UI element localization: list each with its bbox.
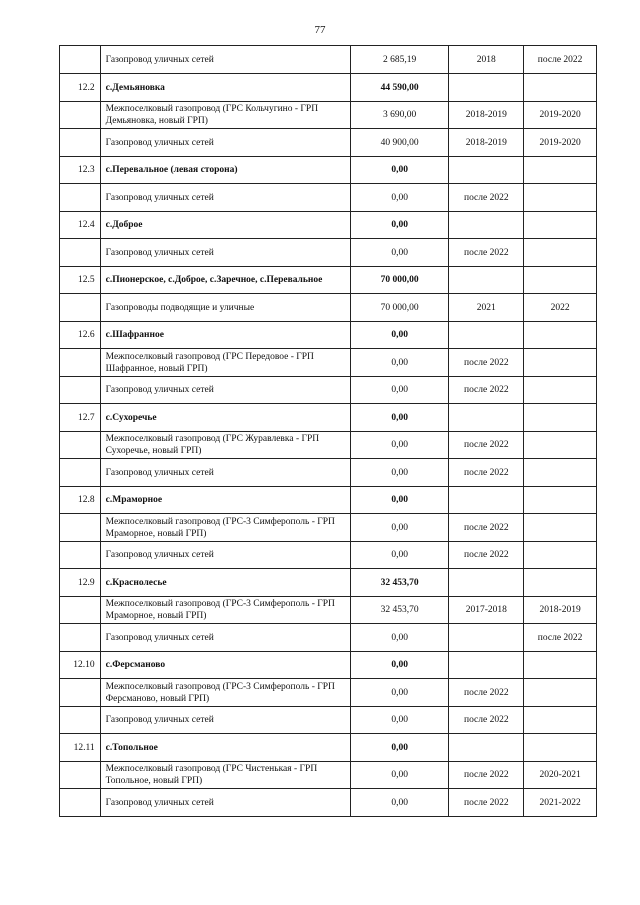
- cost-cell: 0,00: [350, 322, 448, 349]
- cost-cell: 0,00: [350, 239, 448, 267]
- row-number-cell: 12.4: [60, 212, 101, 239]
- end-year-cell: 2018-2019: [524, 597, 597, 624]
- end-year-cell: после 2022: [524, 46, 597, 74]
- cost-cell: 70 000,00: [350, 294, 448, 322]
- description-cell: Межпоселковый газопровод (ГРС-3 Симферополь - ГРП Мраморное, новый ГРП): [100, 514, 350, 542]
- cost-cell: 0,00: [350, 652, 448, 679]
- row-number-cell: [60, 432, 101, 459]
- row-number-cell: 12.7: [60, 404, 101, 432]
- description-cell: с.Перевальное (левая сторона): [100, 157, 350, 184]
- cost-cell: 0,00: [350, 432, 448, 459]
- table-row: [60, 349, 597, 377]
- description-cell: Газопроводы подводящие и уличные: [100, 294, 350, 322]
- end-year-cell: [524, 377, 597, 404]
- row-number-cell: 12.11: [60, 734, 101, 762]
- end-year-cell: 2021-2022: [524, 789, 597, 817]
- start-year-cell: [449, 322, 524, 349]
- cost-cell: 0,00: [350, 707, 448, 734]
- end-year-cell: [524, 459, 597, 487]
- start-year-cell: после 2022: [449, 542, 524, 569]
- end-year-cell: 2019-2020: [524, 102, 597, 129]
- start-year-cell: [449, 734, 524, 762]
- description-cell: Межпоселковый газопровод (ГРС Кольчугино - ГРП Демьяновка, новый ГРП): [100, 102, 350, 129]
- description-cell: Газопровод уличных сетей: [100, 459, 350, 487]
- end-year-cell: [524, 432, 597, 459]
- start-year-cell: [449, 267, 524, 294]
- description-cell: Газопровод уличных сетей: [100, 184, 350, 212]
- row-number-cell: [60, 294, 101, 322]
- start-year-cell: 2018-2019: [449, 102, 524, 129]
- table-row: [60, 377, 597, 404]
- description-cell: Газопровод уличных сетей: [100, 46, 350, 74]
- description-cell: Газопровод уличных сетей: [100, 542, 350, 569]
- cost-cell: 0,00: [350, 404, 448, 432]
- start-year-cell: после 2022: [449, 789, 524, 817]
- row-number-cell: [60, 46, 101, 74]
- end-year-cell: [524, 652, 597, 679]
- row-number-cell: [60, 679, 101, 707]
- table-row: [60, 762, 597, 789]
- row-number-cell: [60, 129, 101, 157]
- section-row: [60, 404, 597, 432]
- end-year-cell: [524, 212, 597, 239]
- start-year-cell: после 2022: [449, 184, 524, 212]
- cost-cell: 0,00: [350, 789, 448, 817]
- row-number-cell: [60, 707, 101, 734]
- start-year-cell: после 2022: [449, 239, 524, 267]
- cost-cell: 70 000,00: [350, 267, 448, 294]
- row-number-cell: 12.8: [60, 487, 101, 514]
- start-year-cell: [449, 487, 524, 514]
- description-cell: Межпоселковый газопровод (ГРС Чистенькая - ГРП Топольное, новый ГРП): [100, 762, 350, 789]
- section-row: [60, 267, 597, 294]
- start-year-cell: [449, 212, 524, 239]
- description-cell: с.Топольное: [100, 734, 350, 762]
- description-cell: Газопровод уличных сетей: [100, 789, 350, 817]
- start-year-cell: после 2022: [449, 432, 524, 459]
- section-row: [60, 74, 597, 102]
- description-cell: Газопровод уличных сетей: [100, 377, 350, 404]
- cost-cell: 0,00: [350, 762, 448, 789]
- start-year-cell: 2017-2018: [449, 597, 524, 624]
- end-year-cell: [524, 679, 597, 707]
- row-number-cell: 12.2: [60, 74, 101, 102]
- description-cell: Межпоселковый газопровод (ГРС-3 Симферополь - ГРП Ферсманово, новый ГРП): [100, 679, 350, 707]
- start-year-cell: [449, 404, 524, 432]
- section-row: [60, 734, 597, 762]
- table-row: [60, 294, 597, 322]
- cost-cell: 0,00: [350, 734, 448, 762]
- start-year-cell: 2018-2019: [449, 129, 524, 157]
- row-number-cell: [60, 377, 101, 404]
- table-row: [60, 432, 597, 459]
- table-row: [60, 707, 597, 734]
- row-number-cell: [60, 597, 101, 624]
- end-year-cell: [524, 514, 597, 542]
- description-cell: Газопровод уличных сетей: [100, 239, 350, 267]
- row-number-cell: 12.3: [60, 157, 101, 184]
- section-row: [60, 212, 597, 239]
- table-row: [60, 624, 597, 652]
- description-cell: Межпоселковый газопровод (ГРС Журавлевка - ГРП Сухоречье, новый ГРП): [100, 432, 350, 459]
- description-cell: с.Краснолесье: [100, 569, 350, 597]
- end-year-cell: [524, 487, 597, 514]
- description-cell: с.Ферсманово: [100, 652, 350, 679]
- end-year-cell: [524, 322, 597, 349]
- row-number-cell: [60, 459, 101, 487]
- description-cell: Газопровод уличных сетей: [100, 707, 350, 734]
- start-year-cell: 2021: [449, 294, 524, 322]
- end-year-cell: [524, 239, 597, 267]
- cost-cell: 3 690,00: [350, 102, 448, 129]
- description-cell: с.Демьяновка: [100, 74, 350, 102]
- row-number-cell: 12.5: [60, 267, 101, 294]
- description-cell: Газопровод уличных сетей: [100, 129, 350, 157]
- cost-cell: 2 685,19: [350, 46, 448, 74]
- end-year-cell: [524, 74, 597, 102]
- end-year-cell: 2020-2021: [524, 762, 597, 789]
- end-year-cell: [524, 569, 597, 597]
- start-year-cell: после 2022: [449, 514, 524, 542]
- description-cell: Межпоселковый газопровод (ГРС-3 Симферополь - ГРП Мраморное, новый ГРП): [100, 597, 350, 624]
- cost-cell: 0,00: [350, 514, 448, 542]
- table-row: [60, 239, 597, 267]
- row-number-cell: [60, 349, 101, 377]
- row-number-cell: [60, 624, 101, 652]
- row-number-cell: [60, 542, 101, 569]
- table-row: [60, 542, 597, 569]
- row-number-cell: 12.6: [60, 322, 101, 349]
- end-year-cell: [524, 349, 597, 377]
- row-number-cell: [60, 514, 101, 542]
- end-year-cell: 2019-2020: [524, 129, 597, 157]
- table-row: [60, 514, 597, 542]
- description-cell: с.Сухоречье: [100, 404, 350, 432]
- cost-cell: 40 900,00: [350, 129, 448, 157]
- table-row: [60, 597, 597, 624]
- description-cell: с.Пионерское, с.Доброе, с.Заречное, с.Перевальное: [100, 267, 350, 294]
- cost-cell: 0,00: [350, 212, 448, 239]
- section-row: [60, 652, 597, 679]
- start-year-cell: после 2022: [449, 459, 524, 487]
- end-year-cell: [524, 157, 597, 184]
- section-row: [60, 569, 597, 597]
- cost-cell: 0,00: [350, 157, 448, 184]
- cost-cell: 0,00: [350, 679, 448, 707]
- row-number-cell: [60, 762, 101, 789]
- description-cell: с.Доброе: [100, 212, 350, 239]
- cost-cell: 0,00: [350, 349, 448, 377]
- end-year-cell: [524, 184, 597, 212]
- start-year-cell: [449, 652, 524, 679]
- row-number-cell: 12.10: [60, 652, 101, 679]
- start-year-cell: после 2022: [449, 679, 524, 707]
- start-year-cell: [449, 157, 524, 184]
- table-row: [60, 102, 597, 129]
- cost-cell: 0,00: [350, 542, 448, 569]
- start-year-cell: [449, 624, 524, 652]
- document-table: [59, 45, 597, 817]
- cost-cell: 0,00: [350, 487, 448, 514]
- end-year-cell: [524, 404, 597, 432]
- start-year-cell: после 2022: [449, 707, 524, 734]
- cost-cell: 32 453,70: [350, 569, 448, 597]
- row-number-cell: [60, 789, 101, 817]
- start-year-cell: после 2022: [449, 349, 524, 377]
- end-year-cell: после 2022: [524, 624, 597, 652]
- table-row: [60, 46, 597, 74]
- table-row: [60, 459, 597, 487]
- description-cell: с.Мраморное: [100, 487, 350, 514]
- section-row: [60, 487, 597, 514]
- end-year-cell: 2022: [524, 294, 597, 322]
- cost-cell: 0,00: [350, 184, 448, 212]
- start-year-cell: после 2022: [449, 762, 524, 789]
- page-number: 77: [314, 24, 326, 36]
- end-year-cell: [524, 734, 597, 762]
- start-year-cell: после 2022: [449, 377, 524, 404]
- end-year-cell: [524, 542, 597, 569]
- cost-cell: 0,00: [350, 624, 448, 652]
- cost-cell: 0,00: [350, 459, 448, 487]
- table-row: [60, 129, 597, 157]
- description-cell: Газопровод уличных сетей: [100, 624, 350, 652]
- row-number-cell: 12.9: [60, 569, 101, 597]
- end-year-cell: [524, 267, 597, 294]
- cost-cell: 0,00: [350, 377, 448, 404]
- table-row: [60, 679, 597, 707]
- row-number-cell: [60, 102, 101, 129]
- start-year-cell: [449, 569, 524, 597]
- start-year-cell: [449, 74, 524, 102]
- cost-cell: 44 590,00: [350, 74, 448, 102]
- description-cell: с.Шафранное: [100, 322, 350, 349]
- section-row: [60, 322, 597, 349]
- table-row: [60, 184, 597, 212]
- row-number-cell: [60, 239, 101, 267]
- description-cell: Межпоселковый газопровод (ГРС Передовое - ГРП Шафранное, новый ГРП): [100, 349, 350, 377]
- end-year-cell: [524, 707, 597, 734]
- row-number-cell: [60, 184, 101, 212]
- section-row: [60, 157, 597, 184]
- start-year-cell: 2018: [449, 46, 524, 74]
- table-row: [60, 789, 597, 817]
- cost-cell: 32 453,70: [350, 597, 448, 624]
